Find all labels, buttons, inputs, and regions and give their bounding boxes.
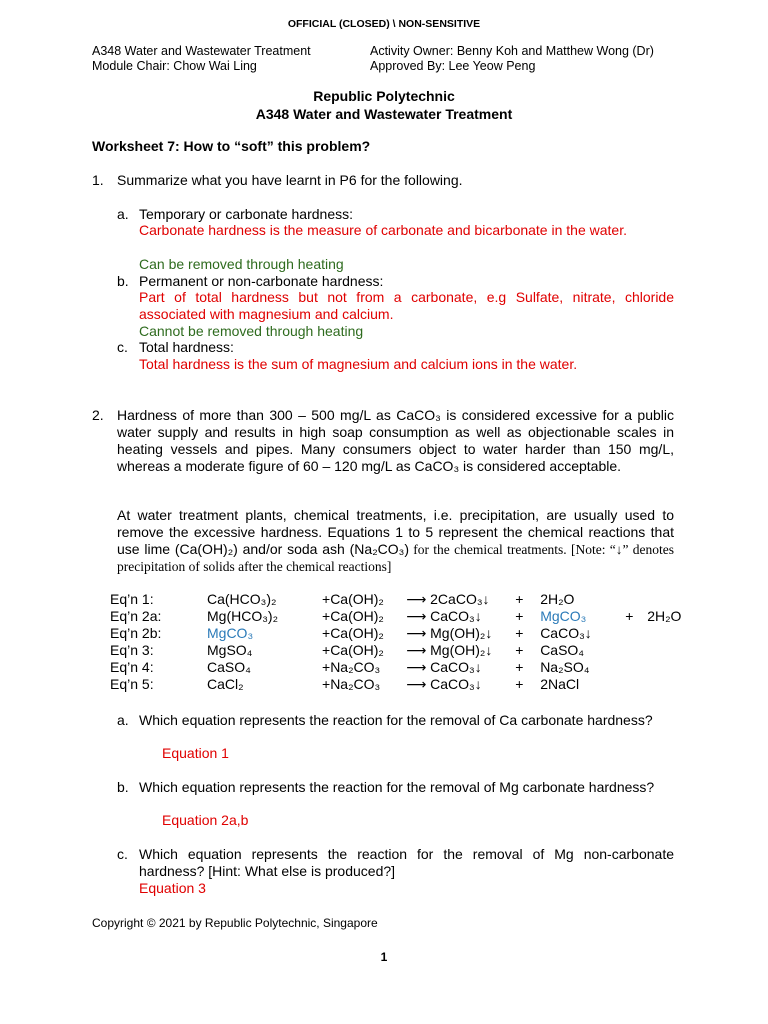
equation-r2: Ca(OH)₂ (330, 642, 384, 658)
q1a-answer: Carbonate hardness is the measure of carbonate and bicarbonate in the water. (139, 222, 627, 238)
q1a-text: Temporary or carbonate hardness: (139, 206, 353, 222)
equation-p3 (647, 591, 707, 608)
equation-r1: MgSO₄ (207, 642, 253, 658)
equation-p2: Na₂SO₄ (540, 659, 590, 675)
equation-r2: Ca(OH)₂ (330, 591, 384, 607)
equation-plus3 (625, 625, 647, 642)
equation-p3: 2H₂O (647, 608, 682, 624)
institution-title: Republic Polytechnic (313, 88, 455, 104)
equation-plus2: + (515, 676, 524, 692)
equation-p1: ⟶ CaCO₃↓ (406, 676, 482, 692)
page-number: 1 (380, 950, 388, 964)
equation-label: Eq’n 5: (110, 676, 154, 692)
q2c-answer: Equation 3 (139, 880, 206, 896)
q2c-label: c. (117, 846, 128, 862)
q1c-label: c. (117, 339, 128, 355)
equation-plus3 (625, 659, 647, 676)
equation-plus2: + (515, 591, 524, 607)
q1b-answer: Part of total hardness but not from a carbonate, e.g Sulfate, nitrate, chloride associated with magnesium and calcium. (139, 289, 674, 322)
equation-p2: CaCO₃↓ (540, 625, 592, 641)
equation-r2: Na₂CO₃ (330, 676, 381, 692)
equation-p1: ⟶ Mg(OH)₂↓ (406, 625, 493, 641)
q2b-answer: Equation 2a,b (162, 812, 249, 828)
equation-row (110, 642, 707, 659)
q1a-note: Can be removed through heating (139, 256, 344, 272)
equation-p2: 2H₂O (540, 591, 575, 607)
equation-plus1: + (322, 608, 331, 624)
q2-paragraph-2-note: for the chemical treatments. [Note: “↓” denotes precipitation of solids after the chemical reactions] (117, 542, 674, 574)
q2-number: 2. (92, 407, 104, 423)
equations-table (110, 591, 707, 693)
equation-plus3 (625, 642, 647, 659)
q1a-label: a. (117, 206, 129, 222)
q1c-answer: Total hardness is the sum of magnesium and calcium ions in the water. (139, 356, 578, 372)
equation-plus1: + (322, 659, 331, 675)
module-chair: Module Chair: Chow Wai Ling (92, 59, 257, 73)
equation-p3 (647, 676, 707, 693)
equation-r1: Ca(HCO₃)₂ (207, 591, 277, 607)
equation-label: Eq’n 2b: (110, 625, 162, 641)
equation-r1: CaSO₄ (207, 659, 251, 675)
classification-banner: OFFICIAL (CLOSED) \ NON-SENSITIVE (287, 18, 481, 30)
equation-label: Eq’n 1: (110, 591, 154, 607)
equation-plus2: + (515, 608, 524, 624)
equation-p2: 2NaCl (540, 676, 580, 692)
activity-owner: Activity Owner: Benny Koh and Matthew Wong (Dr) (370, 44, 654, 58)
equation-p2: CaSO₄ (540, 642, 585, 658)
q2c-text: Which equation represents the reaction for the removal of Mg non-carbonate hardness? [Hint: What else is produced?] (139, 846, 674, 879)
equation-p1: ⟶ CaCO₃↓ (406, 608, 482, 624)
equation-p1: ⟶ Mg(OH)₂↓ (406, 642, 493, 658)
approved-by: Approved By: Lee Yeow Peng (370, 59, 536, 73)
equation-label: Eq’n 3: (110, 642, 154, 658)
equation-r1: MgCO₃ (207, 625, 254, 641)
equation-label: Eq’n 4: (110, 659, 154, 675)
equation-plus2: + (515, 642, 524, 658)
equation-plus2: + (515, 625, 524, 641)
q2-paragraph-2 (117, 507, 674, 575)
equation-row (110, 659, 707, 676)
worksheet-title: Worksheet 7: How to “soft” this problem? (92, 138, 371, 154)
equation-plus2: + (515, 659, 524, 675)
equation-plus1: + (322, 642, 331, 658)
equation-r1: CaCl₂ (207, 676, 244, 692)
equation-row (110, 625, 707, 642)
equation-p3 (647, 659, 707, 676)
q2-paragraph-1: Hardness of more than 300 – 500 mg/L as CaCO₃ is considered excessive for a public water supply and results in high soap consumption as well as objectionable scales in heating vessels and pipes. Many consumers object to water harder than 150 mg/L, whereas a moderate figure of 60 – 120 mg/L as CaCO₃ is considered acceptable. (117, 407, 674, 474)
equation-r2: Na₂CO₃ (330, 659, 381, 675)
equation-plus3: + (625, 608, 634, 624)
course-title: A348 Water and Wastewater Treatment (255, 106, 513, 122)
equation-plus3 (625, 676, 647, 693)
equation-r2: Ca(OH)₂ (330, 608, 384, 624)
q2a-label: a. (117, 712, 129, 728)
equation-p3 (647, 625, 707, 642)
equation-r1: Mg(HCO₃)₂ (207, 608, 279, 624)
q1-text: Summarize what you have learnt in P6 for the following. (117, 172, 463, 188)
q1b-note: Cannot be removed through heating (139, 323, 364, 339)
module-title: A348 Water and Wastewater Treatment (92, 44, 311, 58)
equation-p1: ⟶ 2CaCO₃↓ (406, 591, 490, 607)
q1c-text: Total hardness: (139, 339, 234, 355)
q1-number: 1. (92, 172, 104, 188)
q2-paragraph-2-text: At water treatment plants, chemical treatments, i.e. precipitation, are usually used to remove the excessive hardness. Equations 1 to 5 represent the chemical reactions that use lime (Ca(OH)₂) and/or soda ash (Na₂CO₃) (117, 507, 674, 557)
q2a-answer: Equation 1 (162, 745, 229, 761)
equation-p1: ⟶ CaCO₃↓ (406, 659, 482, 675)
equation-plus1: + (322, 625, 331, 641)
q1b-text: Permanent or non-carbonate hardness: (139, 273, 384, 289)
q2b-text: Which equation represents the reaction for the removal of Mg carbonate hardness? (139, 779, 655, 795)
equation-label: Eq’n 2a: (110, 608, 162, 624)
copyright-footer: Copyright © 2021 by Republic Polytechnic, Singapore (92, 916, 378, 930)
equation-plus1: + (322, 591, 331, 607)
equation-plus1: + (322, 676, 331, 692)
equation-p2: MgCO₃ (540, 608, 587, 624)
equation-row (110, 676, 707, 693)
equation-row (110, 591, 707, 608)
equation-row (110, 608, 707, 625)
q2b-label: b. (117, 779, 129, 795)
q2a-text: Which equation represents the reaction for the removal of Ca carbonate hardness? (139, 712, 653, 728)
equation-r2: Ca(OH)₂ (330, 625, 384, 641)
equation-p3 (647, 642, 707, 659)
equation-plus3 (625, 591, 647, 608)
q1b-label: b. (117, 273, 129, 289)
